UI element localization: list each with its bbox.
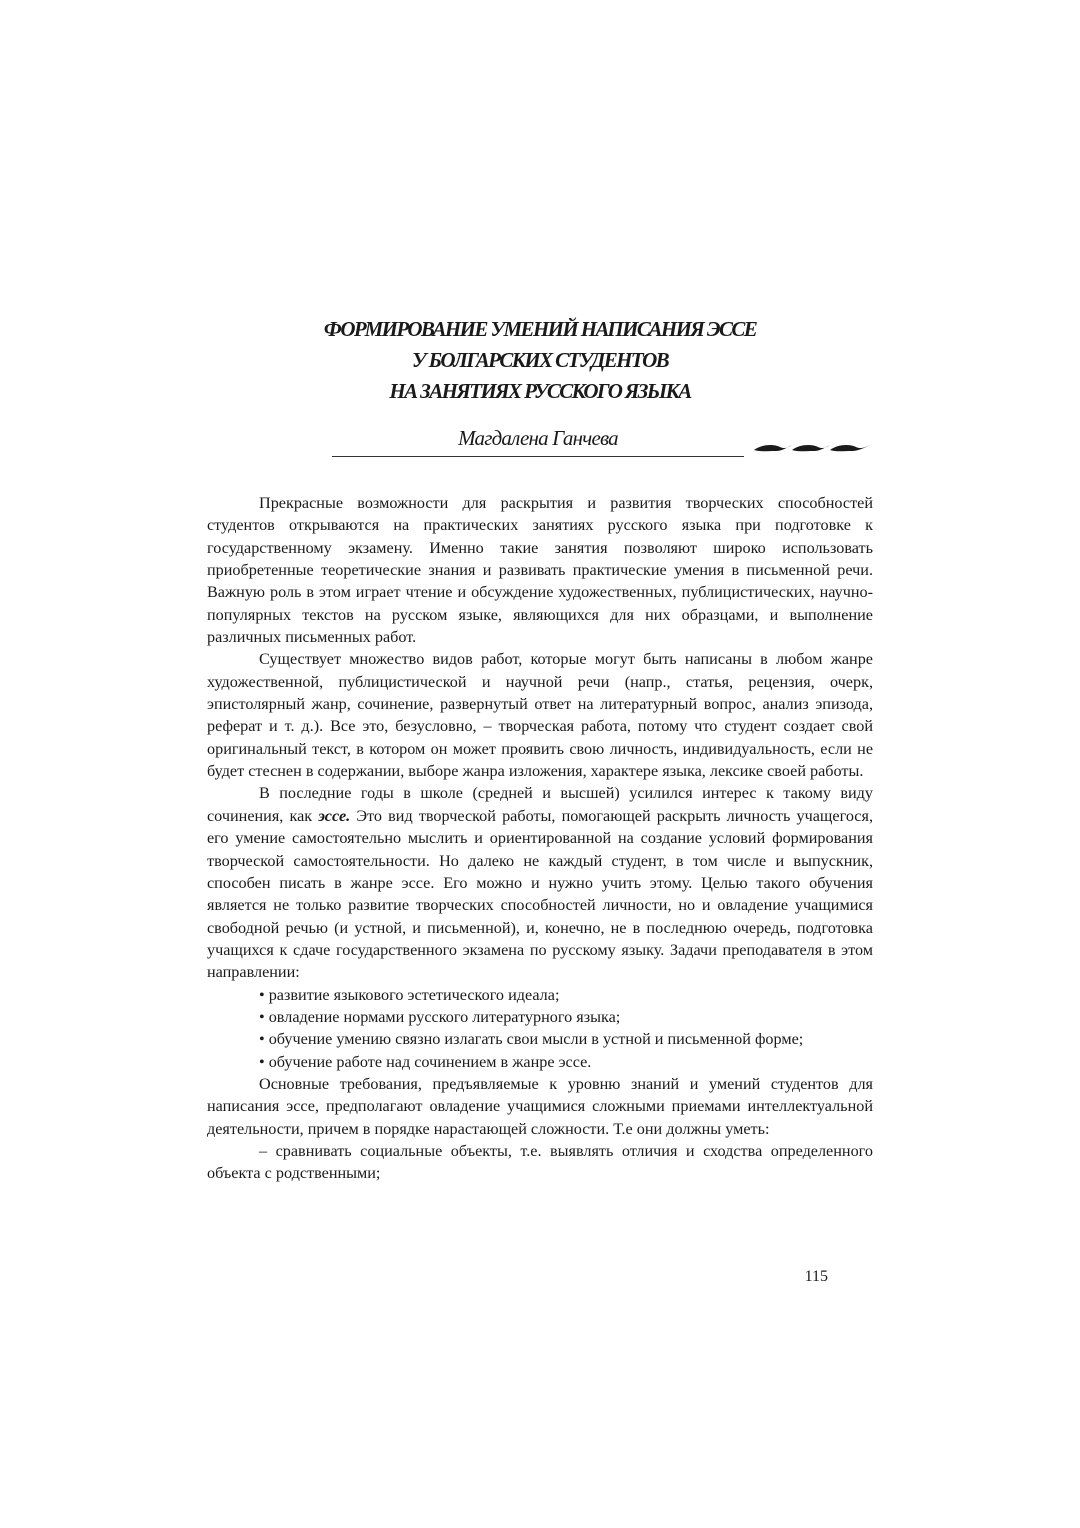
title-line-3: НА ЗАНЯТИЯХ РУССКОГО ЯЗЫКА (389, 379, 691, 403)
requirement-item-1: – сравнивать социальные объекты, т.е. выявлять отличия и сходства определенного объекта с родственными; (207, 1141, 873, 1183)
article-body (207, 492, 873, 1185)
paragraph-3 (207, 782, 873, 983)
article-title (200, 314, 880, 407)
title-line-1: ФОРМИРОВАНИЕ УМЕНИЙ НАПИСАНИЯ ЭССЕ (323, 317, 757, 341)
term-essay: эссе. (318, 806, 351, 825)
author-block (332, 426, 752, 458)
title-line-2: У БОЛГАРСКИХ СТУДЕНТОВ (411, 348, 669, 372)
paragraph-3-end: Это вид творческой работы, помогающей раскрыть личность учащегося, его умение самостоятельно мыслить и ориентированной на создание условий формирования творческой самостоятельности. Но далеко не каждый студент, в том числе и выпускник, способен писать в жанре эссе. Его можно и нужно учить этому. Целью такого обучения является не только развитие творческих способностей личности, но и овладение учащимися свободной речью (и устной, и письменной), и, конечно, не в последнюю очередь, подготовка учащихся к сдаче государственного экзамена по русскому языку. Задачи преподавателя в этом направлении: (207, 806, 873, 982)
paragraph-4: Основные требования, предъявляемые к уровню знаний и умений студентов для написания эссе, предполагают овладение учащимися сложными приемами интеллектуальной деятельности, причем в порядке нарастающей сложности. Т.е они должны уметь: (207, 1074, 873, 1138)
author-underline (332, 456, 744, 457)
paragraph-2: Существует множество видов работ, которые могут быть написаны в любом жанре художественной, публицистической и научной речи (напр., статья, рецензия, очерк, эпистолярный жанр, сочинение, развернутый ответ на литературный вопрос, анализ эпизода, реферат и т. д.). Все это, безусловно, – творческая работа, потому что студент создает свой оригинальный текст, в котором он может проявить свою личность, индивидуальность, если не будет стеснен в содержании, выборе жанра изложения, характере языка, лексике своей работы. (207, 650, 873, 781)
task-item-1: • развитие языкового эстетического идеала; (259, 985, 560, 1004)
task-item-4: • обучение работе над сочинением в жанре эссе. (259, 1052, 592, 1071)
ornament-swash-icon (752, 438, 872, 454)
paragraph-3-start: В последние годы в школе (средней и высшей) усилился интерес к такому виду сочинения, как (207, 784, 873, 825)
task-item-2: • овладение нормами русского литературного языка; (259, 1007, 621, 1026)
author-name: Магдалена Ганчева (458, 426, 618, 450)
page-number: 115 (804, 1268, 828, 1285)
task-item-3: • обучение умению связно излагать свои мысли в устной и письменной форме; (259, 1030, 804, 1049)
paragraph-1: Прекрасные возможности для раскрытия и развития творческих способностей студентов открываются на практических занятиях русского языка при подготовке к государственному экзамену. Именно такие занятия позволяют широко использовать приобретенные теоретические знания и развивать практические умения в письменной речи. Важную роль в этом играет чтение и обсуждение художественных, публицистических, научно-популярных текстов на русском языке, являющихся для них образцами, и выполнение различных письменных работ. (207, 494, 873, 647)
